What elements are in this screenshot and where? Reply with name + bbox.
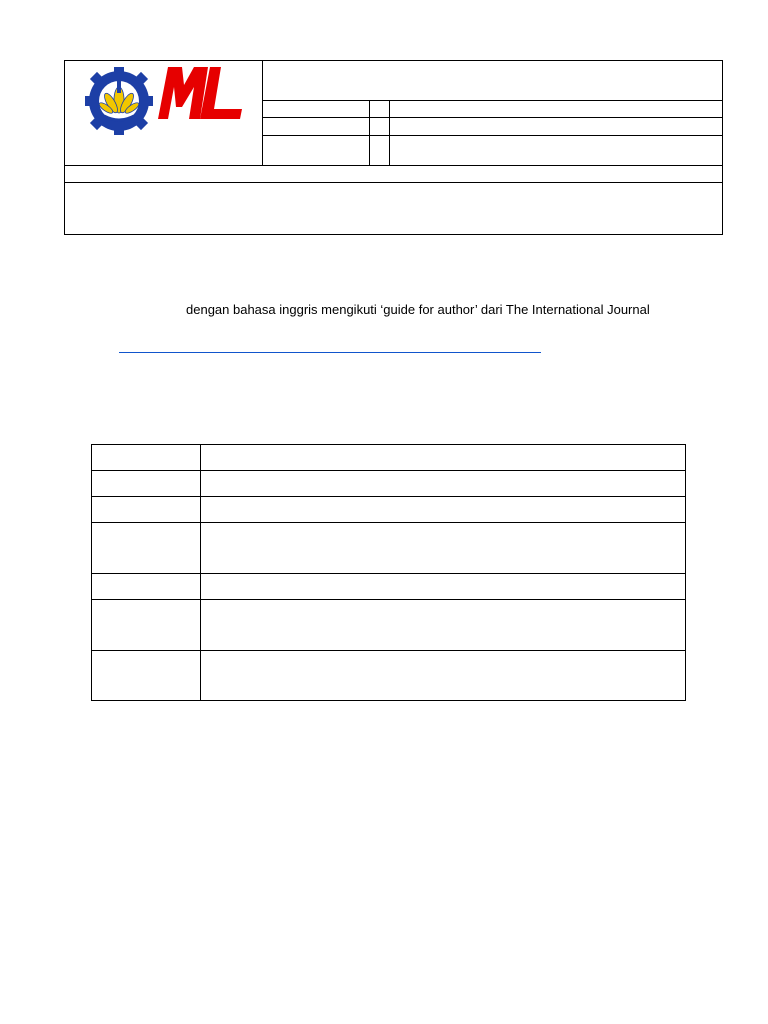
header-col-line [369, 100, 370, 165]
table-row-line [91, 573, 686, 574]
header-logo-divider [262, 60, 263, 165]
gear-emblem-logo [82, 62, 156, 138]
hyperlink-underline[interactable] [119, 352, 541, 353]
header-row-line [262, 135, 723, 136]
header-row-line [262, 100, 723, 101]
header-col-line [389, 100, 390, 165]
table-row-line [91, 496, 686, 497]
header-full-row-line [64, 182, 723, 183]
table-row-line [91, 650, 686, 651]
table-row-line [91, 470, 686, 471]
table-row-line [91, 599, 686, 600]
header-full-row-line [64, 165, 723, 166]
header-row-line [262, 117, 723, 118]
intro-text: dengan bahasa inggris mengikuti ‘guide for author’ dari The International Journal [186, 302, 650, 317]
ml-logo [158, 65, 244, 121]
table-row-line [91, 522, 686, 523]
